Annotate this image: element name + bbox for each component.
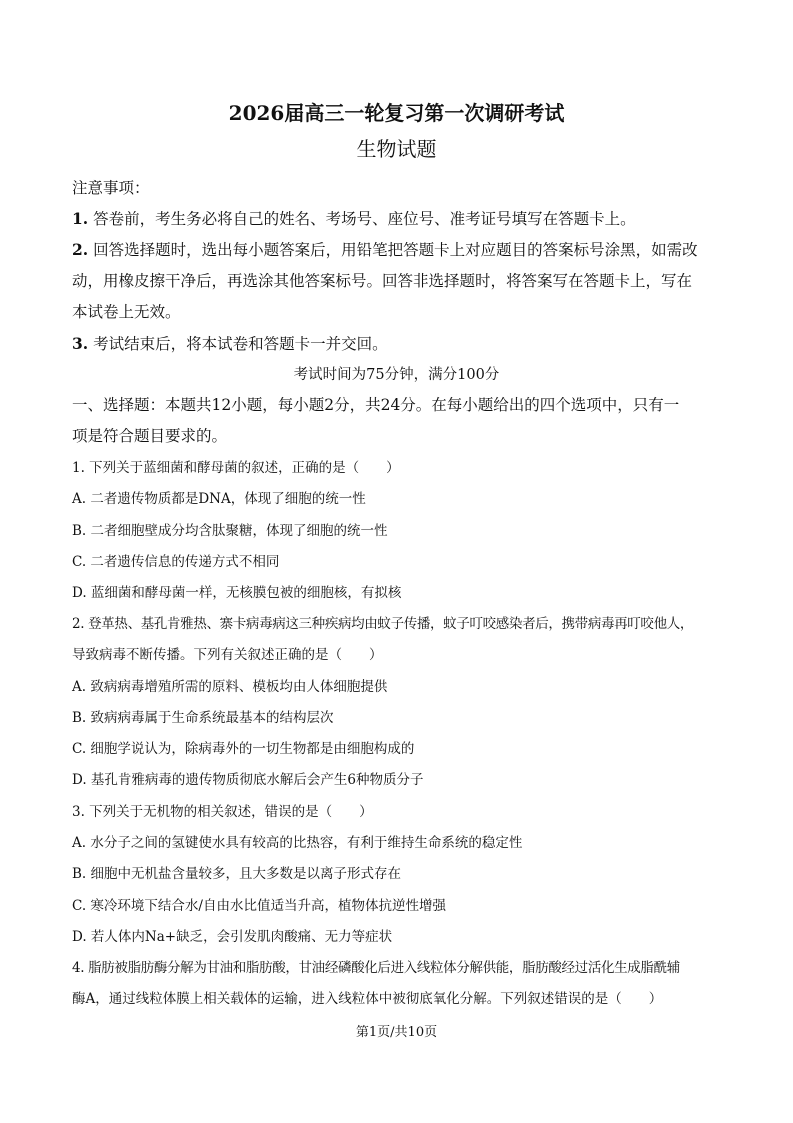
question-3-option-b: B. 细胞中无机盐含量较多，且大多数是以离子形式存在 (72, 866, 402, 882)
note-number: 3. (72, 334, 89, 353)
question-2-option-a: A. 致病病毒增殖所需的原料、模板均由人体细胞提供 (72, 679, 388, 695)
question-1-stem: 1. 下列关于蓝细菌和酵母菌的叙述，正确的是（ ） (72, 460, 400, 476)
note-item-2-line-2: 动，用橡皮擦干净后，再选涂其他答案标号。回答非选择题时，将答案写在答题卡上，写在 (72, 272, 693, 290)
question-3-option-d: D. 若人体内Na+缺乏，会引发肌肉酸痛、无力等症状 (72, 929, 393, 945)
notes-heading: 注意事项： (72, 179, 150, 197)
exam-subtitle: 生物试题 (356, 137, 437, 161)
note-item-3 (72, 334, 388, 354)
question-3-stem: 3. 下列关于无机物的相关叙述，错误的是（ ） (72, 804, 373, 820)
question-1-option-b: B. 二者细胞壁成分均含肽聚糖，体现了细胞的统一性 (72, 523, 388, 539)
exam-title: 2026届高三一轮复习第一次调研考试 (228, 101, 565, 125)
note-text: 考试结束后，将本试卷和答题卡一并交回。 (93, 335, 388, 353)
question-3-option-a: A. 水分子之间的氢键使水具有较高的比热容，有利于维持生命系统的稳定性 (72, 835, 523, 851)
question-2-stem-line-2: 导致病毒不断传播。下列有关叙述正确的是（ ） (72, 647, 383, 663)
page-footer: 第1页/共10页 (355, 1025, 438, 1040)
question-2-option-c: C. 细胞学说认为，除病毒外的一切生物都是由细胞构成的 (72, 741, 415, 757)
question-1-option-d: D. 蓝细菌和酵母菌一样，无核膜包被的细胞核，有拟核 (72, 585, 402, 601)
question-1-option-a: A. 二者遗传物质都是DNA，体现了细胞的统一性 (72, 491, 366, 507)
note-number: 1. (72, 209, 89, 228)
section-heading-line-2: 项是符合题目要求的。 (72, 427, 228, 445)
note-text: 答卷前，考生务必将自己的姓名、考场号、座位号、准考证号填写在答题卡上。 (93, 210, 636, 228)
note-text: 回答选择题时，选出每小题答案后，用铅笔把答题卡上对应题目的答案标号涂黑，如需改 (93, 241, 698, 259)
question-2-option-b: B. 致病病毒属于生命系统最基本的结构层次 (72, 710, 334, 726)
question-4-stem-line-2: 酶A，通过线粒体膜上相关载体的运输，进入线粒体中被彻底氧化分解。下列叙述错误的是（ ） (72, 991, 663, 1007)
note-number: 2. (72, 240, 89, 259)
note-item-2-line-1 (72, 240, 698, 260)
section-heading-line-1: 一、选择题：本题共12小题，每小题2分，共24分。在每小题给出的四个选项中，只有一 (72, 396, 680, 414)
exam-time-info: 考试时间为75分钟，满分100分 (293, 367, 500, 383)
note-item-2-line-3: 本试卷上无效。 (72, 303, 181, 321)
question-4-stem-line-1: 4. 脂肪被脂肪酶分解为甘油和脂肪酸，甘油经磷酸化后进入线粒体分解供能，脂肪酸经过活化生成脂酰辅 (72, 960, 680, 976)
question-2-option-d: D. 基孔肯雅病毒的遗传物质彻底水解后会产生6种物质分子 (72, 772, 424, 788)
question-1-option-c: C. 二者遗传信息的传递方式不相同 (72, 554, 280, 570)
question-3-option-c: C. 寒冷环境下结合水/自由水比值适当升高，植物体抗逆性增强 (72, 898, 446, 914)
note-item-1 (72, 209, 636, 229)
question-2-stem-line-1: 2. 登革热、基孔肯雅热、寨卡病毒病这三种疾病均由蚊子传播，蚊子叮咬感染者后，携带病毒再叮咬他人， (72, 616, 694, 632)
